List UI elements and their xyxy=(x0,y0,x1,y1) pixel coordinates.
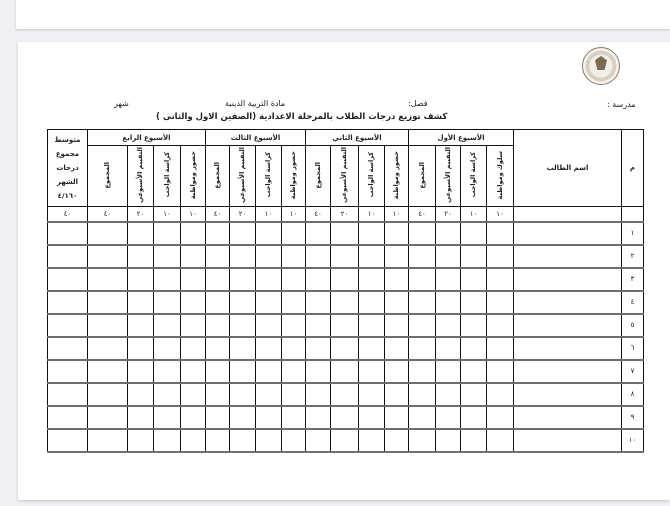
grade-cell[interactable] xyxy=(256,360,282,383)
grade-cell[interactable] xyxy=(128,291,154,314)
grade-cell[interactable] xyxy=(436,314,461,337)
week-1-col-1-max: ١٠ xyxy=(487,207,514,222)
grade-cell[interactable] xyxy=(282,245,306,268)
grade-cell[interactable] xyxy=(48,222,88,245)
table-row xyxy=(48,268,644,291)
class-label: فصل: xyxy=(408,99,428,108)
row-number: ٦ xyxy=(622,337,644,360)
grade-cell[interactable] xyxy=(128,360,154,383)
grade-cell[interactable] xyxy=(88,337,128,360)
grade-cell[interactable] xyxy=(282,222,306,245)
grade-cell[interactable] xyxy=(409,314,436,337)
grade-cell[interactable] xyxy=(385,337,409,360)
grade-cell[interactable] xyxy=(256,222,282,245)
grade-cell[interactable] xyxy=(359,360,385,383)
grade-cell[interactable] xyxy=(154,406,181,429)
row-number: ٢ xyxy=(622,245,644,268)
grade-cell[interactable] xyxy=(256,245,282,268)
school-label: مدرسة : xyxy=(607,100,636,109)
week-4-col-3-max: ٢٠ xyxy=(128,207,154,222)
table-row xyxy=(48,222,644,245)
week-2-col-4-max: ٤٠ xyxy=(306,207,331,222)
grade-cell[interactable] xyxy=(206,222,230,245)
student-name-cell[interactable] xyxy=(514,360,622,383)
row-number: ٤ xyxy=(622,291,644,314)
grade-cell[interactable] xyxy=(306,245,331,268)
week-1-col-2-header: كراسة الواجب xyxy=(461,146,487,207)
week-2-col-3-max: ٢٠ xyxy=(331,207,359,222)
student-name-header: اسم الطالب xyxy=(514,130,622,207)
week-1-col-4-max: ٤٠ xyxy=(409,207,436,222)
week-1-col-2-max: ١٠ xyxy=(461,207,487,222)
grade-cell[interactable] xyxy=(48,383,88,406)
grade-cell[interactable] xyxy=(331,245,359,268)
grade-cell[interactable] xyxy=(436,429,461,452)
student-name-cell[interactable] xyxy=(514,314,622,337)
week-4-col-2-max: ١٠ xyxy=(154,207,181,222)
grade-cell[interactable] xyxy=(181,360,206,383)
grade-cell[interactable] xyxy=(282,406,306,429)
grade-cell[interactable] xyxy=(487,222,514,245)
grade-cell[interactable] xyxy=(206,314,230,337)
grade-cell[interactable] xyxy=(206,429,230,452)
week-4-col-4-max: ٤٠ xyxy=(88,207,128,222)
week-1-col-4-header: المجموع xyxy=(409,146,436,207)
grade-cell[interactable] xyxy=(230,406,256,429)
grade-cell[interactable] xyxy=(256,268,282,291)
grade-cell[interactable] xyxy=(256,383,282,406)
grade-cell[interactable] xyxy=(282,383,306,406)
grade-cell[interactable] xyxy=(154,337,181,360)
row-number: ٣ xyxy=(622,268,644,291)
table-row xyxy=(48,314,644,337)
grade-cell[interactable] xyxy=(206,291,230,314)
grade-cell[interactable] xyxy=(359,245,385,268)
week-3-col-4-max: ٤٠ xyxy=(206,207,230,222)
grade-cell[interactable] xyxy=(256,429,282,452)
week-4-col-2-header: كراسة الواجب xyxy=(154,146,181,207)
week-2-col-2-max: ١٠ xyxy=(359,207,385,222)
grade-cell[interactable] xyxy=(385,268,409,291)
grade-cell[interactable] xyxy=(461,245,487,268)
grade-cell[interactable] xyxy=(206,245,230,268)
grade-cell[interactable] xyxy=(154,268,181,291)
subject-label: مادة التربية الدينية xyxy=(225,99,286,108)
grade-cell[interactable] xyxy=(206,360,230,383)
grade-cell[interactable] xyxy=(306,429,331,452)
grade-cell[interactable] xyxy=(409,291,436,314)
grade-cell[interactable] xyxy=(306,268,331,291)
grade-cell[interactable] xyxy=(48,406,88,429)
grade-cell[interactable] xyxy=(128,245,154,268)
grade-cell[interactable] xyxy=(230,360,256,383)
grade-cell[interactable] xyxy=(385,429,409,452)
grade-cell[interactable] xyxy=(230,222,256,245)
grade-cell[interactable] xyxy=(385,383,409,406)
num-max-cell xyxy=(622,207,644,222)
grade-cell[interactable] xyxy=(487,429,514,452)
grade-cell[interactable] xyxy=(48,268,88,291)
grade-cell[interactable] xyxy=(154,314,181,337)
week-3-col-1-header: حضور ومواظبة xyxy=(282,146,306,207)
grade-cell[interactable] xyxy=(88,406,128,429)
grade-cell[interactable] xyxy=(48,429,88,452)
student-name-cell[interactable] xyxy=(514,291,622,314)
table-row xyxy=(48,383,644,406)
previous-page xyxy=(16,0,670,29)
row-number: ١٠ xyxy=(622,429,644,452)
grade-cell[interactable] xyxy=(385,291,409,314)
grade-cell[interactable] xyxy=(230,383,256,406)
student-name-cell[interactable] xyxy=(514,268,622,291)
week-2-col-2-header: كراسة الواجب xyxy=(359,146,385,207)
grade-cell[interactable] xyxy=(487,245,514,268)
week-2-col-4-header: المجموع xyxy=(306,146,331,207)
grade-cell[interactable] xyxy=(487,337,514,360)
grade-cell[interactable] xyxy=(206,406,230,429)
week-3-col-2-max: ١٠ xyxy=(256,207,282,222)
student-name-cell[interactable] xyxy=(514,406,622,429)
week-1-col-1-header: سلوك ومواظبة xyxy=(487,146,514,207)
table-row xyxy=(48,291,644,314)
grade-cell[interactable] xyxy=(256,337,282,360)
grade-cell[interactable] xyxy=(436,291,461,314)
student-name-cell[interactable] xyxy=(514,337,622,360)
table-row xyxy=(48,406,644,429)
grade-cell[interactable] xyxy=(487,314,514,337)
week-3-col-3-header: التقييم الأسبوعي xyxy=(230,146,256,207)
average-header: متوسط مجموع درجات الشهر ٤/١٦٠ xyxy=(48,130,88,207)
grade-cell[interactable] xyxy=(461,429,487,452)
grade-cell[interactable] xyxy=(48,360,88,383)
grade-cell[interactable] xyxy=(331,222,359,245)
week-4-col-3-header: التقييم الأسبوعي xyxy=(128,146,154,207)
grade-cell[interactable] xyxy=(487,268,514,291)
grade-cell[interactable] xyxy=(88,268,128,291)
grade-cell[interactable] xyxy=(181,314,206,337)
grade-cell[interactable] xyxy=(282,429,306,452)
grade-cell[interactable] xyxy=(306,337,331,360)
grade-cell[interactable] xyxy=(282,268,306,291)
grade-cell[interactable] xyxy=(409,406,436,429)
grade-cell[interactable] xyxy=(359,429,385,452)
week-3-col-4-header: المجموع xyxy=(206,146,230,207)
grade-cell[interactable] xyxy=(436,337,461,360)
grade-cell[interactable] xyxy=(154,291,181,314)
grade-cell[interactable] xyxy=(359,406,385,429)
grade-cell[interactable] xyxy=(282,360,306,383)
grade-cell[interactable] xyxy=(282,314,306,337)
week-4-header: الأسبوع الرابع xyxy=(88,130,206,146)
week-4-col-1-header: حضور ومواظبة xyxy=(181,146,206,207)
eagle-icon xyxy=(595,56,607,70)
grade-cell[interactable] xyxy=(487,383,514,406)
week-1-col-3-max: ٢٠ xyxy=(436,207,461,222)
grade-cell[interactable] xyxy=(88,222,128,245)
grade-cell[interactable] xyxy=(181,337,206,360)
grade-cell[interactable] xyxy=(181,383,206,406)
grade-cell[interactable] xyxy=(154,383,181,406)
grade-cell[interactable] xyxy=(230,429,256,452)
grade-cell[interactable] xyxy=(331,314,359,337)
grade-cell[interactable] xyxy=(409,383,436,406)
grade-cell[interactable] xyxy=(385,245,409,268)
table-row xyxy=(48,429,644,452)
grade-cell[interactable] xyxy=(461,360,487,383)
row-number: ٩ xyxy=(622,406,644,429)
grade-cell[interactable] xyxy=(487,360,514,383)
grade-cell[interactable] xyxy=(436,245,461,268)
grade-cell[interactable] xyxy=(282,337,306,360)
week-2-header: الأسبوع الثاني xyxy=(306,130,409,146)
student-name-cell[interactable] xyxy=(514,383,622,406)
table-row xyxy=(48,337,644,360)
grade-cell[interactable] xyxy=(385,406,409,429)
grade-cell[interactable] xyxy=(359,268,385,291)
grade-cell[interactable] xyxy=(181,222,206,245)
grade-cell[interactable] xyxy=(409,222,436,245)
week-4-col-1-max: ١٠ xyxy=(181,207,206,222)
grade-cell[interactable] xyxy=(409,360,436,383)
grade-cell[interactable] xyxy=(331,406,359,429)
grade-cell[interactable] xyxy=(181,429,206,452)
grade-cell[interactable] xyxy=(88,314,128,337)
grade-cell[interactable] xyxy=(230,337,256,360)
grade-cell[interactable] xyxy=(331,360,359,383)
grade-cell[interactable] xyxy=(154,245,181,268)
grades-table xyxy=(47,129,644,453)
week-2-col-1-header: حضور ومواظبة xyxy=(385,146,409,207)
grade-cell[interactable] xyxy=(385,360,409,383)
document-title: كشف توزيع درجات الطلاب بالمرحلة الاعدادية (الصفين الاول والثانى ) xyxy=(156,112,448,122)
grade-cell[interactable] xyxy=(128,268,154,291)
row-number: ٥ xyxy=(622,314,644,337)
grade-cell[interactable] xyxy=(409,245,436,268)
week-3-col-2-header: كراسة الواجب xyxy=(256,146,282,207)
grade-cell[interactable] xyxy=(256,314,282,337)
grade-cell[interactable] xyxy=(282,291,306,314)
grade-cell[interactable] xyxy=(409,429,436,452)
grade-cell[interactable] xyxy=(206,337,230,360)
grade-cell[interactable] xyxy=(331,337,359,360)
grade-cell[interactable] xyxy=(181,268,206,291)
student-name-cell[interactable] xyxy=(514,222,622,245)
grade-cell[interactable] xyxy=(88,291,128,314)
grade-cell[interactable] xyxy=(436,222,461,245)
grade-cell[interactable] xyxy=(88,383,128,406)
table-row xyxy=(48,245,644,268)
grade-cell[interactable] xyxy=(331,429,359,452)
week-4-col-4-header: المجموع xyxy=(88,146,128,207)
grade-cell[interactable] xyxy=(306,360,331,383)
grade-cell[interactable] xyxy=(128,222,154,245)
grade-cell[interactable] xyxy=(461,222,487,245)
row-number: ٧ xyxy=(622,360,644,383)
grade-cell[interactable] xyxy=(461,337,487,360)
grade-cell[interactable] xyxy=(206,383,230,406)
student-name-cell[interactable] xyxy=(514,429,622,452)
grade-cell[interactable] xyxy=(256,291,282,314)
average-max: ٤٠ xyxy=(48,207,88,222)
grade-cell[interactable] xyxy=(306,406,331,429)
grade-cell[interactable] xyxy=(461,383,487,406)
grade-cell[interactable] xyxy=(48,337,88,360)
grade-cell[interactable] xyxy=(88,245,128,268)
grade-cell[interactable] xyxy=(48,245,88,268)
grade-cell[interactable] xyxy=(409,337,436,360)
grade-cell[interactable] xyxy=(359,314,385,337)
grade-cell[interactable] xyxy=(461,314,487,337)
grade-cell[interactable] xyxy=(409,268,436,291)
grade-cell[interactable] xyxy=(128,383,154,406)
month-label: شهر xyxy=(114,99,129,108)
grade-cell[interactable] xyxy=(306,383,331,406)
week-3-col-3-max: ٢٠ xyxy=(230,207,256,222)
grade-cell[interactable] xyxy=(487,406,514,429)
grade-cell[interactable] xyxy=(461,268,487,291)
grade-cell[interactable] xyxy=(128,429,154,452)
grade-cell[interactable] xyxy=(48,314,88,337)
grade-cell[interactable] xyxy=(154,360,181,383)
student-name-cell[interactable] xyxy=(514,245,622,268)
grade-cell[interactable] xyxy=(306,222,331,245)
grade-cell[interactable] xyxy=(385,222,409,245)
week-2-col-3-header: التقييم الأسبوعي xyxy=(331,146,359,207)
row-number: ٨ xyxy=(622,383,644,406)
grade-cell[interactable] xyxy=(230,268,256,291)
grade-cell[interactable] xyxy=(306,291,331,314)
grade-cell[interactable] xyxy=(331,291,359,314)
grade-cell[interactable] xyxy=(436,360,461,383)
week-1-header: الأسبوع الأول xyxy=(409,130,514,146)
week-3-header: الأسبوع الثالث xyxy=(206,130,306,146)
grade-cell[interactable] xyxy=(461,406,487,429)
grade-cell[interactable] xyxy=(230,314,256,337)
grade-cell[interactable] xyxy=(181,406,206,429)
grade-cell[interactable] xyxy=(48,291,88,314)
grade-cell[interactable] xyxy=(230,245,256,268)
grade-cell[interactable] xyxy=(154,222,181,245)
row-number-header: م xyxy=(622,130,644,207)
grade-cell[interactable] xyxy=(181,245,206,268)
week-2-col-1-max: ١٠ xyxy=(385,207,409,222)
grade-cell[interactable] xyxy=(436,406,461,429)
grade-cell[interactable] xyxy=(331,383,359,406)
table-row xyxy=(48,360,644,383)
week-3-col-1-max: ١٠ xyxy=(282,207,306,222)
grade-cell[interactable] xyxy=(436,268,461,291)
grade-cell[interactable] xyxy=(88,360,128,383)
grade-cell[interactable] xyxy=(359,383,385,406)
ministry-seal-logo xyxy=(582,47,620,85)
grade-cell[interactable] xyxy=(487,291,514,314)
grade-cell[interactable] xyxy=(230,291,256,314)
grade-cell[interactable] xyxy=(128,314,154,337)
grade-cell[interactable] xyxy=(359,222,385,245)
grade-cell[interactable] xyxy=(436,383,461,406)
grade-cell[interactable] xyxy=(128,406,154,429)
grade-cell[interactable] xyxy=(256,406,282,429)
grade-cell[interactable] xyxy=(306,314,331,337)
row-number: ١ xyxy=(622,222,644,245)
grade-cell[interactable] xyxy=(154,429,181,452)
grade-cell[interactable] xyxy=(181,291,206,314)
grade-cell[interactable] xyxy=(206,268,230,291)
grade-cell[interactable] xyxy=(359,337,385,360)
grade-cell[interactable] xyxy=(128,337,154,360)
grade-cell[interactable] xyxy=(331,268,359,291)
grade-cell[interactable] xyxy=(88,429,128,452)
grade-cell[interactable] xyxy=(385,314,409,337)
grade-cell[interactable] xyxy=(359,291,385,314)
week-1-col-3-header: التقييم الأسبوعي xyxy=(436,146,461,207)
grade-cell[interactable] xyxy=(461,291,487,314)
name-max-cell xyxy=(514,207,622,222)
